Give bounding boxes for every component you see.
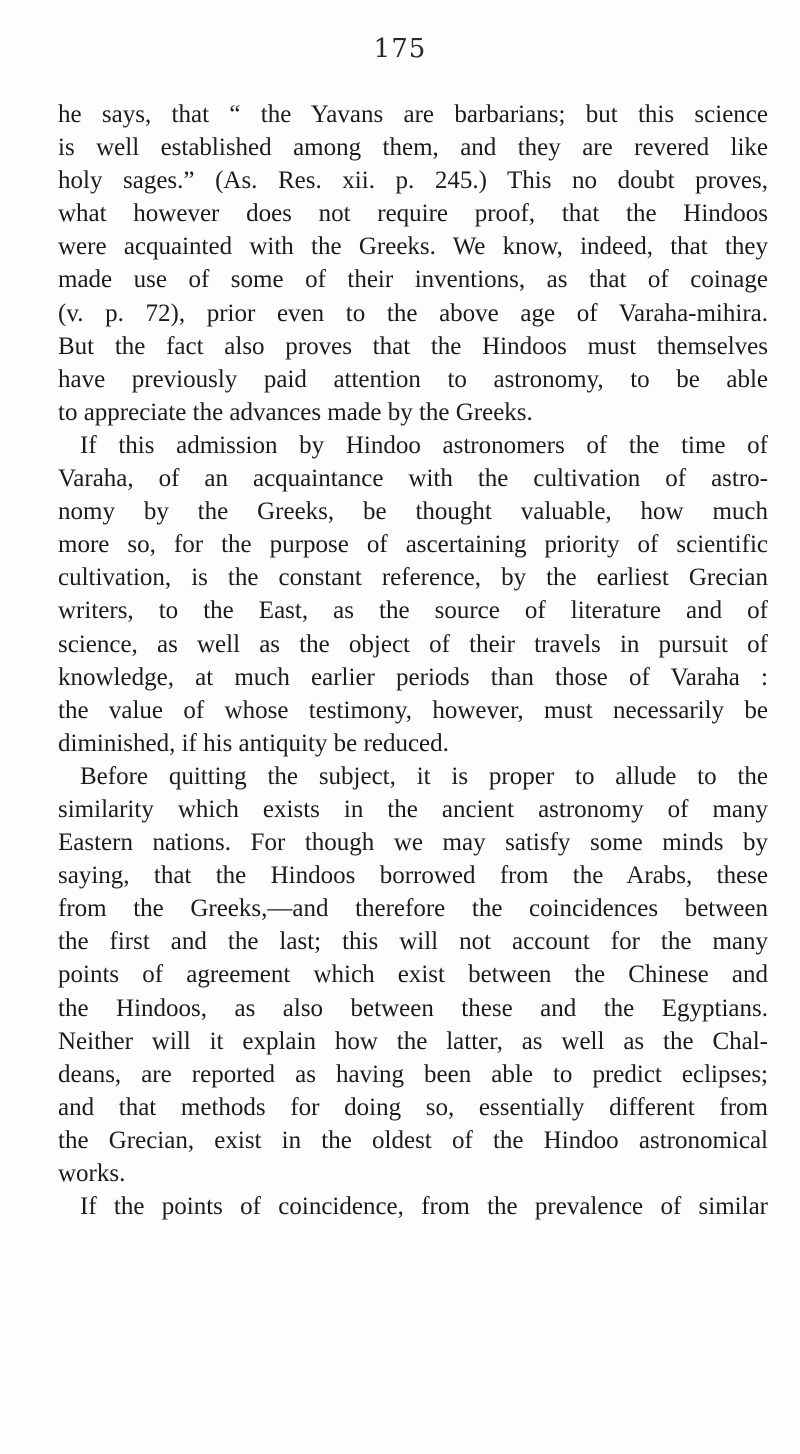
text-line: what however does not require proof, that the Hindoos [58,200,768,228]
text-line: were acquainted with the Greeks. We know, indeed, that they [58,233,768,261]
text-line: and that methods for doing so, essentially different from [58,1093,768,1121]
text-line: Varaha, of an acquaintance with the cultivation of astro- [58,465,768,493]
text-line: diminished, if his antiquity be reduced. [58,729,449,757]
text-line: the Hindoos, as also between these and the Egyptians. [58,994,768,1022]
text-line: made use of some of their inventions, as that of coinage [58,266,768,294]
text-line: Neither will it explain how the latter, as well as the Chal- [58,1027,768,1055]
text-line: science, as well as the object of their travels in pursuit of [58,630,768,658]
text-line: is well established among them, and they are revered like [58,134,768,162]
text-line: the Grecian, exist in the oldest of the Hindoo astronomical [58,1126,768,1154]
text-line: more so, for the purpose of ascertaining priority of scientific [58,531,768,559]
text-line: But the fact also proves that the Hindoos must themselves [58,332,768,360]
text-line: he says, that “ the Yavans are barbarians; but this science [58,101,768,128]
text-line: have previously paid attention to astronomy, to be able [58,365,768,393]
body-text [58,98,768,1223]
text-line: (v. p. 72), prior even to the above age of Varaha-mihira. [58,299,768,327]
text-line: holy sages.” (As. Res. xii. p. 245.) This no doubt proves, [58,167,768,195]
text-line: works. [58,1160,126,1187]
text-line: If this admission by Hindoo astronomers of the time of [80,431,768,459]
text-line: cultivation, is the constant reference, by the earliest Grecian [58,564,768,592]
text-line: nomy by the Greeks, be thought valuable, how much [58,498,768,526]
text-line: from the Greeks,—and therefore the coincidences between [58,895,768,923]
page-number: 175 [373,34,427,64]
text-line: points of agreement which exist between the Chinese and [58,961,768,989]
text-line: Eastern nations. For though we may satisfy some minds by [58,829,768,857]
text-line: the value of whose testimony, however, must necessarily be [58,696,768,724]
text-line: to appreciate the advances made by the Greeks. [58,398,533,426]
text-line: If the points of coincidence, from the prevalence of similar [80,1193,768,1221]
text-line: similarity which exists in the ancient astronomy of many [58,795,768,823]
text-line: deans, are reported as having been able to predict eclipses; [58,1060,768,1088]
text-line: knowledge, at much earlier periods than those of Varaha : [58,663,768,691]
text-line: saying, that the Hindoos borrowed from the Arabs, these [58,862,768,890]
text-line: writers, to the East, as the source of literature and of [58,597,768,625]
text-line: the first and the last; this will not account for the many [58,928,768,956]
text-line: Before quitting the subject, it is proper to allude to the [80,762,768,790]
